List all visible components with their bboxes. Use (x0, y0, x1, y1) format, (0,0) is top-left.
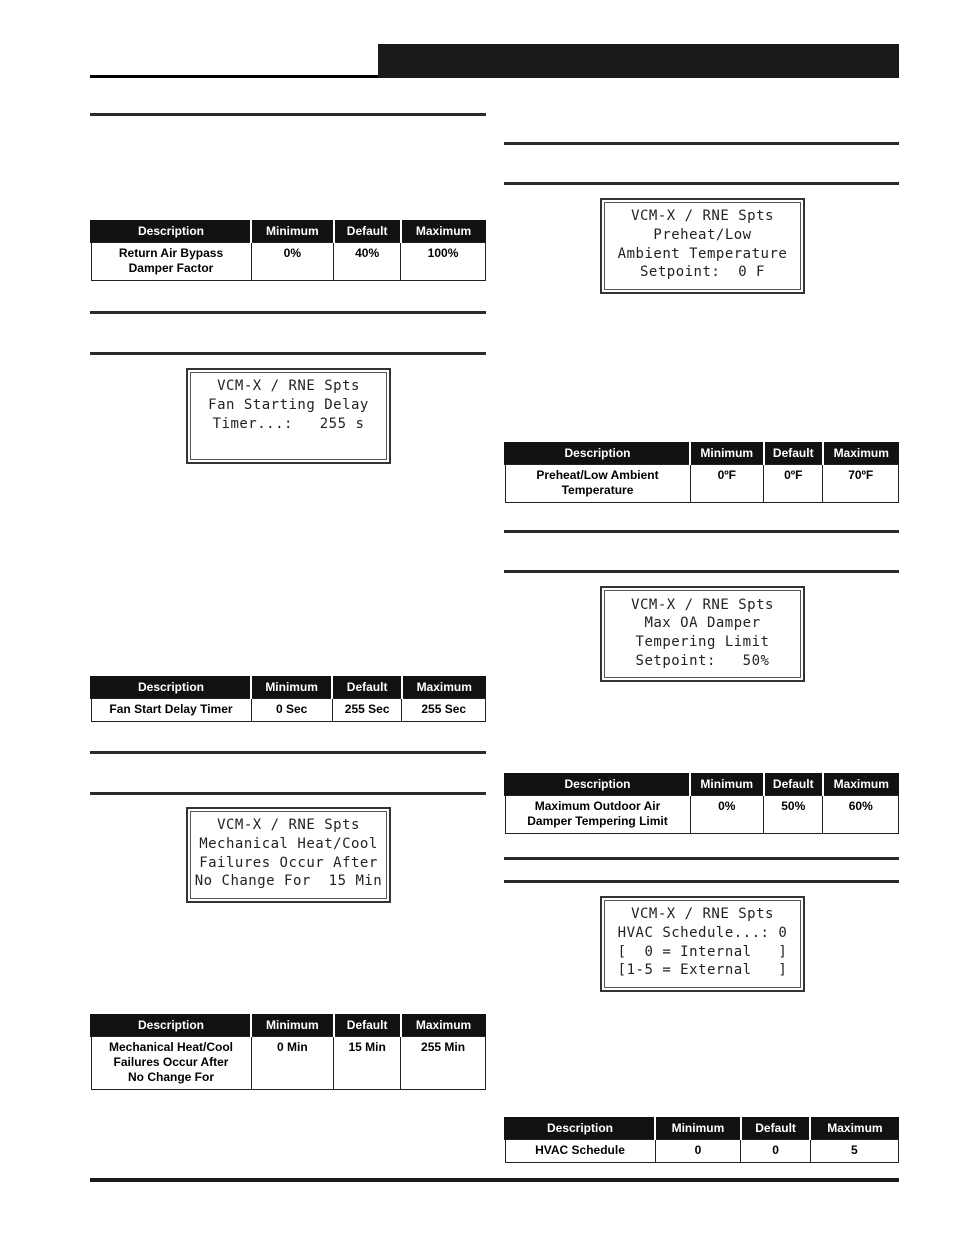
lcd-display-fan-start-delay (186, 368, 391, 464)
table-row (505, 796, 899, 834)
lcd-display-max-oa-damper (600, 586, 805, 682)
lcd-line: VCM-X / RNE Spts (217, 378, 360, 394)
table-cell: 0ºF (764, 465, 823, 503)
lcd-line: Timer...: 255 s (212, 416, 365, 432)
table-cell: 0ºF (690, 465, 764, 503)
mech-failure-table (90, 1014, 486, 1090)
table-cell: 255 Sec (332, 699, 402, 722)
column-header: Description (91, 676, 251, 699)
table-cell: 255 Min (401, 1037, 486, 1090)
lcd-line: Tempering Limit (635, 634, 770, 650)
column-header: Default (741, 1117, 810, 1140)
column-header: Minimum (251, 676, 332, 699)
lcd-line: [1-5 = External ] (617, 962, 788, 978)
table-row (91, 243, 486, 281)
lcd-line: Ambient Temperature (617, 246, 788, 262)
column-header: Default (334, 220, 401, 243)
section-rule (504, 142, 899, 145)
table-cell: Fan Start Delay Timer (91, 699, 251, 722)
lcd-line: No Change For 15 Min (194, 873, 383, 889)
max-oa-damper-table (504, 773, 899, 834)
lcd-display-mech-failure (186, 807, 391, 903)
column-header: Maximum (401, 1014, 486, 1037)
table-cell: 100% (401, 243, 486, 281)
lcd-line: Preheat/Low (653, 227, 752, 243)
table-cell: 0% (690, 796, 764, 834)
hvac-schedule-table (504, 1117, 899, 1163)
table-cell: 70ºF (823, 465, 899, 503)
table-cell: Maximum Outdoor Air Damper Tempering Limit (505, 796, 690, 834)
lcd-line: HVAC Schedule...: 0 (617, 925, 788, 941)
column-header: Default (332, 676, 402, 699)
table-cell: HVAC Schedule (505, 1140, 655, 1163)
lcd-line: Max OA Damper (644, 615, 761, 631)
column-header: Description (505, 773, 690, 796)
lcd-line: VCM-X / RNE Spts (217, 817, 360, 833)
table-cell: Preheat/Low Ambient Temperature (505, 465, 690, 503)
section-rule (504, 570, 899, 573)
column-header: Maximum (810, 1117, 898, 1140)
column-header: Minimum (655, 1117, 741, 1140)
column-header: Description (91, 1014, 251, 1037)
table-row (91, 699, 486, 722)
lcd-line: Setpoint: 0 F (639, 264, 765, 280)
lcd-line: Failures Occur After (199, 855, 378, 871)
table-cell: 0 (741, 1140, 810, 1163)
column-header: Default (334, 1014, 401, 1037)
table-cell: 60% (823, 796, 899, 834)
header-rule (90, 75, 380, 78)
lcd-display-hvac-schedule (600, 896, 805, 992)
footer-rule (90, 1178, 899, 1182)
header-bar (378, 44, 899, 78)
lcd-line: Setpoint: 50% (635, 653, 770, 669)
column-header: Minimum (251, 1014, 334, 1037)
column-header: Description (505, 1117, 655, 1140)
lcd-line: VCM-X / RNE Spts (631, 906, 774, 922)
column-header: Maximum (823, 773, 899, 796)
lcd-display-preheat (600, 198, 805, 294)
column-header: Minimum (251, 220, 334, 243)
table-cell: Mechanical Heat/Cool Failures Occur After No Change For (91, 1037, 251, 1090)
preheat-table (504, 442, 899, 503)
lcd-line: Mechanical Heat/Cool (199, 836, 378, 852)
table-cell: 15 Min (334, 1037, 401, 1090)
section-rule (504, 857, 899, 860)
table-row (505, 1140, 899, 1163)
column-header: Minimum (690, 773, 764, 796)
section-rule (90, 311, 486, 314)
column-header: Description (91, 220, 251, 243)
table-cell: 255 Sec (402, 699, 486, 722)
section-rule (90, 352, 486, 355)
column-header: Maximum (401, 220, 486, 243)
section-rule (90, 113, 486, 116)
table-cell: 50% (764, 796, 823, 834)
section-rule (90, 751, 486, 754)
lcd-line: [ 0 = Internal ] (617, 944, 788, 960)
table-cell: 0 Sec (251, 699, 332, 722)
column-header: Default (764, 442, 823, 465)
table-cell: 40% (334, 243, 401, 281)
fan-start-delay-table (90, 676, 486, 722)
column-header: Maximum (402, 676, 486, 699)
section-rule (504, 182, 899, 185)
table-row (505, 465, 899, 503)
table-cell: 5 (810, 1140, 898, 1163)
column-header: Minimum (690, 442, 764, 465)
section-rule (504, 880, 899, 883)
lcd-line: VCM-X / RNE Spts (631, 208, 774, 224)
table-cell: 0% (251, 243, 334, 281)
return-air-bypass-table (90, 220, 486, 281)
section-rule (504, 530, 899, 533)
table-cell: 0 Min (251, 1037, 334, 1090)
lcd-line: Fan Starting Delay (208, 397, 369, 413)
lcd-line: VCM-X / RNE Spts (631, 597, 774, 613)
table-row (91, 1037, 486, 1090)
section-rule (90, 792, 486, 795)
table-cell: Return Air Bypass Damper Factor (91, 243, 251, 281)
column-header: Default (764, 773, 823, 796)
column-header: Maximum (823, 442, 899, 465)
table-cell: 0 (655, 1140, 741, 1163)
column-header: Description (505, 442, 690, 465)
